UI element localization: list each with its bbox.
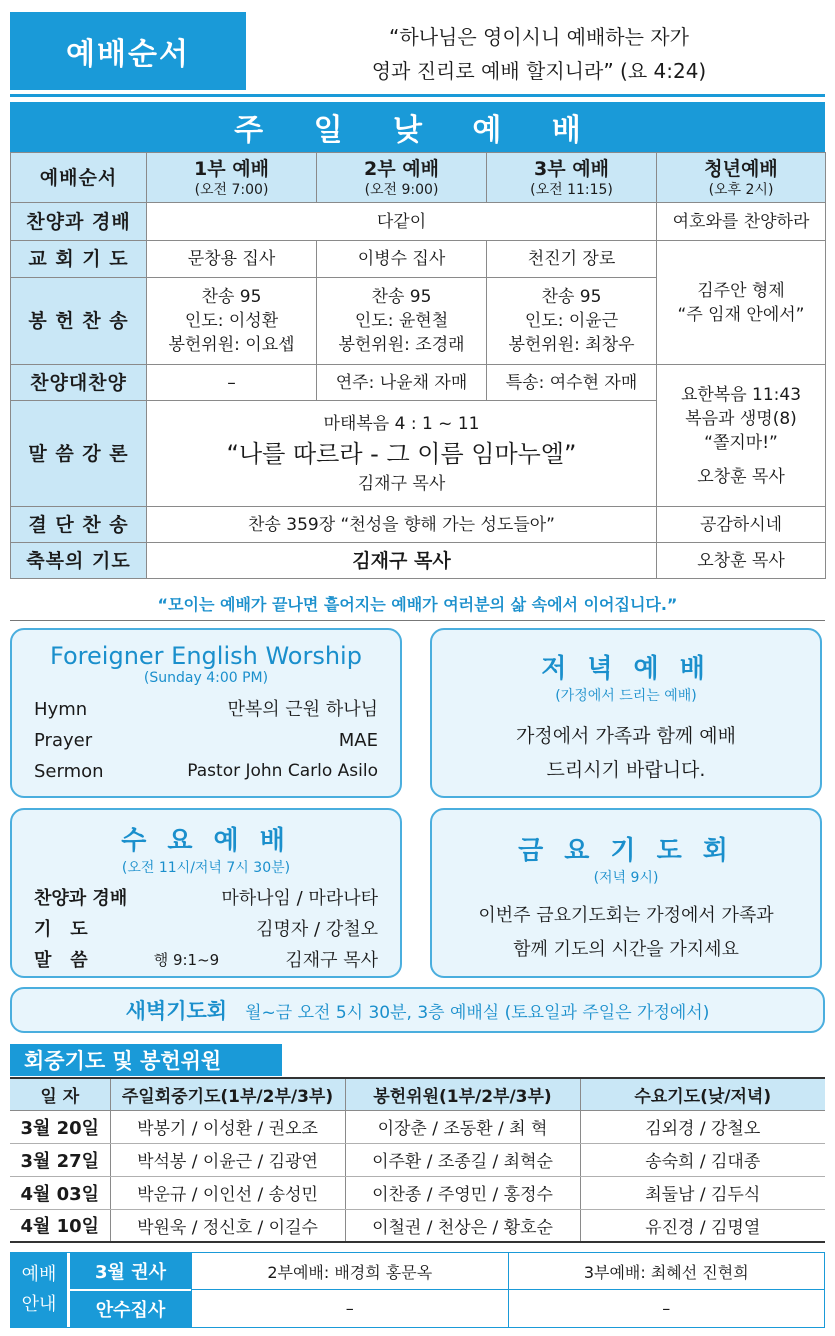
table-row: 4월 10일 박원욱 / 정신호 / 이길수 이철권 / 천상은 / 황호순 유진경 / 김명열 (10, 1209, 825, 1242)
sunday-service-table (10, 152, 826, 579)
quote-line-1: “하나님은 영이시니 예배하는 자가 (389, 25, 689, 49)
friday-prayer-title: 금 요 기 도 회 (518, 836, 734, 866)
col-service-1: 1부 예배 (오전 7:00) (147, 153, 317, 203)
slogan-text: “모이는 예배가 끝나면 흩어지는 예배가 여러분의 삶 속에서 이어집니다.” (157, 595, 678, 614)
english-item-hymn: Hymn 만복의 근원 하나님 (34, 699, 378, 720)
slogan-divider (10, 620, 825, 621)
evening-worship-title: 저 녁 예 배 (541, 654, 711, 684)
row-choir (11, 365, 826, 401)
church-prayer-2: 이병수 집사 (317, 241, 487, 278)
offering-1: 찬송 95 인도: 이성환 봉헌위원: 이요셉 (147, 278, 317, 365)
roster-header: 수요기도(낮/저녁) (580, 1078, 825, 1110)
youth-leader-song: “주 임재 안에서” (677, 304, 805, 325)
benediction-youth: 오창훈 목사 (657, 543, 826, 579)
col-youth-service: 청년예배 (오후 2시) (657, 153, 826, 203)
row-label: 축복의 기도 (11, 543, 147, 579)
header-divider (10, 94, 825, 97)
row-label: 봉 헌 찬 송 (11, 278, 147, 365)
evening-line-2: 드리시기 바랍니다. (546, 759, 706, 781)
praise-youth: 여호와를 찬양하라 (657, 203, 826, 241)
row-closing-hymn (11, 507, 826, 543)
benediction-all: 김재구 목사 (147, 543, 657, 579)
roster-header: 봉헌위원(1부/2부/3부) (345, 1078, 580, 1110)
youth-sermon-text: 요한복음 11:43 (680, 384, 802, 405)
row-label: 찬양대찬양 (11, 365, 147, 401)
guide-r2c1: – (191, 1290, 508, 1327)
row-praise (11, 203, 826, 241)
roster-table (10, 1077, 825, 1243)
friday-prayer-time: (저녁 9시) (593, 870, 659, 886)
col-service-2: 2부 예배 (오전 9:00) (317, 153, 487, 203)
dawn-prayer-detail: 월~금 오전 5시 30분, 3층 예배실 (토요일과 주일은 가정에서) (245, 1002, 710, 1023)
worship-guide (10, 1252, 825, 1328)
offering-2: 찬송 95 인도: 윤현철 봉헌위원: 조경래 (317, 278, 487, 365)
roster-header: 주일회중기도(1부/2부/3부) (110, 1078, 345, 1110)
english-item-prayer: Prayer MAE (34, 730, 378, 751)
sermon-title: “나를 따르라 - 그 이름 임마누엘” (226, 439, 577, 468)
sermon-preacher: 김재구 목사 (357, 473, 446, 494)
wednesday-worship-box (10, 808, 402, 978)
guide-r1c1: 2부예배: 배경희 홍문옥 (191, 1253, 508, 1290)
table-header-row (11, 153, 826, 203)
table-row: 4월 03일 박운규 / 이인선 / 송성민 이찬종 / 주영민 / 홍정수 최둘남 / 김두식 (10, 1176, 825, 1209)
quote-line-2: 영과 진리로 예배 할지니라” (요 4:24) (371, 59, 707, 83)
guide-r1c2: 3부예배: 최혜선 진현희 (508, 1253, 825, 1290)
roster-header-row (10, 1078, 825, 1110)
closing-hymn-all: 찬송 359장 “천성을 향해 가는 성도들아” (147, 507, 657, 543)
youth-leader-name: 김주안 형제 (697, 280, 785, 301)
sermon-text: 마태복음 4 : 1 ~ 11 (323, 413, 480, 434)
evening-worship-box (430, 628, 822, 798)
wednesday-prayer: 기 도 김명자 / 강철오 (34, 919, 378, 940)
church-prayer-3: 천진기 장로 (487, 241, 657, 278)
wednesday-worship-time: (오전 11시/저녁 7시 30분) (121, 860, 291, 876)
dawn-prayer-title: 새벽기도회 (125, 999, 228, 1023)
youth-leader-cell (657, 241, 826, 365)
table-row: 3월 27일 박석봉 / 이윤근 / 김광연 이주환 / 조종길 / 최혁순 송숙희 / 김대종 (10, 1143, 825, 1176)
english-worship-title: Foreigner English Worship (50, 642, 362, 670)
guide-cells (191, 1253, 824, 1327)
friday-line-1: 이번주 금요기도회는 가정에서 가족과 (478, 905, 774, 926)
choir-2: 연주: 나윤채 자매 (317, 365, 487, 401)
wednesday-worship-title: 수 요 예 배 (121, 826, 291, 856)
friday-line-2: 함께 기도의 시간을 가지세요 (513, 939, 739, 960)
youth-sermon-subtitle: “쫄지마!” (704, 432, 778, 453)
row-label: 결 단 찬 송 (11, 507, 147, 543)
evening-worship-sub: (가정에서 드리는 예배) (555, 688, 697, 704)
guide-row1-label: 3월 권사 (70, 1253, 191, 1291)
guide-row2-label: 안수집사 (95, 1300, 166, 1321)
row-church-prayer (11, 241, 826, 278)
sermon-cell (147, 401, 657, 507)
youth-sermon-title: 복음과 생명(8) (685, 408, 797, 429)
table-row: 3월 20일 박봉기 / 이성환 / 권오조 이장춘 / 조동환 / 최 혁 김외경 / 강철오 (10, 1110, 825, 1143)
sunday-service-title: 주 일 낮 예 배 (10, 102, 825, 152)
offering-3: 찬송 95 인도: 이윤근 봉헌위원: 최창우 (487, 278, 657, 365)
row-label: 말 씀 강 론 (11, 401, 147, 507)
english-worship-box (10, 628, 402, 798)
english-worship-time: (Sunday 4:00 PM) (143, 670, 269, 686)
wednesday-praise: 찬양과 경배 마하나임 / 마라나타 (34, 888, 378, 909)
youth-sermon-cell (657, 365, 826, 507)
friday-prayer-box (430, 808, 822, 978)
roster-title: 회중기도 및 봉헌위원 (10, 1044, 282, 1076)
wednesday-word: 말 씀 행 9:1~9 김재구 목사 (34, 950, 378, 971)
choir-3: 특송: 여수현 자매 (487, 365, 657, 401)
scripture-quote (256, 20, 822, 88)
order-of-worship-title: 예배순서 (10, 12, 246, 90)
closing-hymn-youth: 공감하시네 (657, 507, 826, 543)
choir-1: – (147, 365, 317, 401)
roster-header: 일 자 (10, 1078, 110, 1110)
row-label: 교 회 기 도 (11, 241, 147, 278)
youth-sermon-preacher: 오창훈 목사 (697, 466, 785, 487)
evening-line-1: 가정에서 가족과 함께 예배 (515, 725, 736, 747)
dawn-prayer-box (10, 987, 825, 1033)
row-label: 찬양과 경배 (11, 203, 147, 241)
guide-r2c2: – (508, 1290, 825, 1327)
church-prayer-1: 문창용 집사 (147, 241, 317, 278)
english-item-sermon: Sermon Pastor John Carlo Asilo (34, 761, 378, 782)
row-benediction (11, 543, 826, 579)
order-label: 예배순서 (11, 153, 147, 203)
guide-role-labels (67, 1253, 191, 1327)
praise-all: 다같이 (147, 203, 657, 241)
col-service-3: 3부 예배 (오전 11:15) (487, 153, 657, 203)
guide-label: 예배 안내 (11, 1253, 67, 1327)
